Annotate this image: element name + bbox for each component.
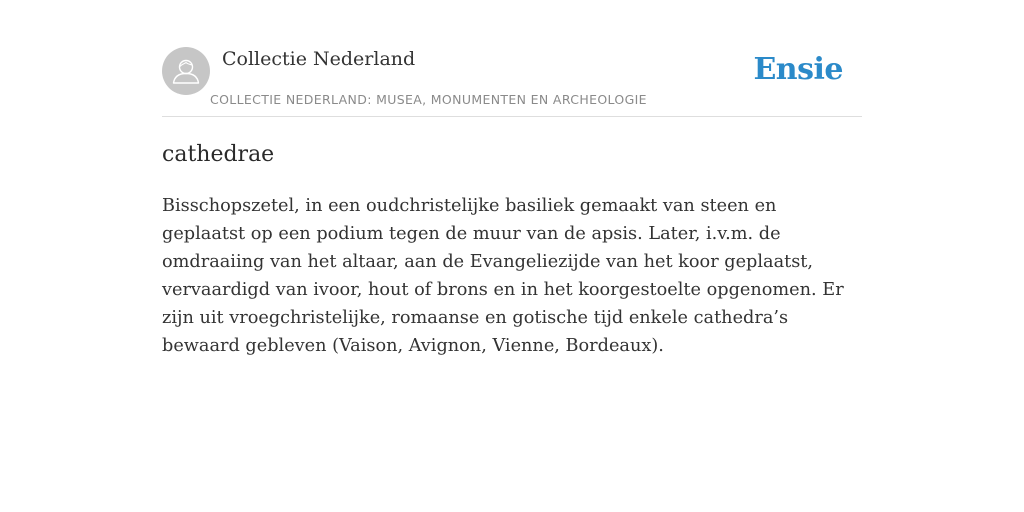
ensie-logo[interactable]: Ensie xyxy=(753,52,843,87)
author-avatar[interactable] xyxy=(162,47,210,95)
entry-definition: Bisschopszetel, in een oudchristelijke basiliek gemaakt van steen en geplaatst op een podium tegen de muur van de apsis. Later, i.v.m. de omdraaiing van het altaar, aan de Evangeliezijde van het koor geplaatst, vervaardigd van ivoor, hout of brons en in het koorgestoelte opgenomen. Er zijn uit vroegchristelijke, romaanse en gotische tijd enkele cathedra’s bewaard gebleven (Vaison, Avignon, Vienne, Bordeaux). xyxy=(162,196,844,356)
author-name[interactable]: Collectie Nederland xyxy=(222,48,416,70)
collection-link[interactable]: COLLECTIE NEDERLAND: MUSEA, MONUMENTEN EN ARCHEOLOGIE xyxy=(210,92,647,107)
entry-headword: cathedrae xyxy=(162,142,275,167)
entry-header xyxy=(162,46,862,117)
